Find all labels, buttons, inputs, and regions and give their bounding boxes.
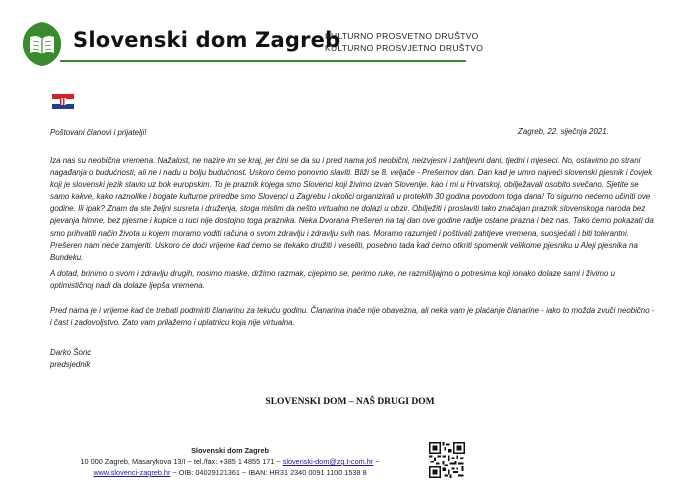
footer-website-link[interactable]: www.slovenci-zagreb.hr bbox=[93, 468, 171, 477]
logo-leaf-book-icon bbox=[20, 20, 64, 68]
croatian-flag-icon bbox=[52, 94, 74, 109]
org-subtitle bbox=[325, 30, 483, 54]
signature-block bbox=[50, 347, 91, 371]
footer-org-name: Slovenski dom Zagreb bbox=[191, 446, 269, 455]
footer-line-2 bbox=[40, 467, 420, 478]
footer bbox=[40, 445, 420, 478]
header-divider bbox=[60, 60, 466, 62]
qr-code-icon bbox=[429, 442, 465, 478]
motto: SLOVENSKI DOM – NAŠ DRUGI DOM bbox=[265, 397, 435, 407]
org-title: Slovenski dom Zagreb bbox=[73, 28, 341, 52]
footer-separator: ~ bbox=[373, 457, 380, 466]
signature-name: Darko Šonc bbox=[50, 348, 92, 357]
footer-address: 10 000 Zagreb, Masarykova 13/I ~ tel./fax: +385 1 4855 171 ~ bbox=[80, 457, 283, 466]
footer-line-1 bbox=[40, 456, 420, 467]
footer-email-link[interactable]: slovenski-dom@zg.t-com.hr bbox=[282, 457, 374, 466]
signature-title: predsjednik bbox=[50, 360, 91, 370]
letter-paragraph-3: Pred nama je i vrijeme kad će trebati podmiriti članarinu za tekuću godinu. Članarina inače nije obavezna, ali neka vam je plaćanje članarine - iako to možda zvuči neobično - i čast i zadovoljstvo. Zato vam prilažemo i uplatnicu koja nije virtualna. bbox=[50, 306, 655, 328]
org-subtitle-line1: KULTURNO PROSVETNO DRUŠTVO bbox=[325, 31, 479, 41]
org-subtitle-line2: KULTURNO PROSVJETNO DRUŠTVO bbox=[325, 43, 484, 53]
letter-paragraph-2: A dotad, brinimo o svom i zdravlju drugih, nosimo maske, držimo razmak, cijepimo se, perimo ruke, ne razmišljajmo o potresima koji ionako dolaze sami i živimo u optimističnoj nadi da dolaze ljepša vremena. bbox=[50, 269, 615, 291]
letter-greeting: Poštovani članovi i prijatelji! bbox=[50, 128, 147, 137]
footer-oib-iban: ~ OIB: 04029121361 ~ IBAN: HR31 2340 0091 1100 1538 8 bbox=[170, 468, 367, 477]
letter-date: Zagreb, 22. siječnja 2021. bbox=[518, 127, 609, 136]
letter-paragraph-1: Iza nas su neobična vremena. Nažalost, ne nazire im se kraj, jer čini se da su i pred nama još neobični, neizvjesni i zahtjevni dani, tjedni i mjeseci. No, ostavimo po strani nagađanja o budućnosti, ali ne i nadu u bolju budućnost. Uskoro ćemo ponovno slaviti. Bliži se 8. veljače - Prešernov dan. Dan kad je umro najveći slovenski pjesnik i čovjek koji je slovenski jezik stavio uz bok europskim. To je praznik kojega smo Slovenci koji živimo izvan Slovenije, kao i mi u Hrvatskoj, obilježavali osobito svečano. Sjetite se samo kakve, kako raznolike i bogate kulturne priredbe smo Slovenci u Zagrebu i okolici organizirali u proteklih 30 godina povodom toga dana! To sigurno nećemo učiniti ove godine. Ili ipak? Znam da ste željni susreta i druženja, stoga mislim da nešto virtualno ne dolazi u obzir. Obilježiti i proslaviti tako značajan praznik slovenskoga naroda bez pjevanja himne, bez pjesme i kupice u ruci nije dostojno toga praznika. Neka Dvorana Prešeren na taj dan ove godine radije ostane prazna i bez nas. Tako ćemo pokazati da smo prihvatili način života u kojem moramo voditi računa o svom zdravlju i zdravlju svih nas. Moramo razumjeti i poštivati zahtjeve vremena, suosjećati i biti tolerantni. Prešeren nam neće zamjeriti. Uskoro će doći vrijeme kad ćemo se itekako družiti i veseliti, posebno tada kad ćemo otkriti spomenik velikome pjesniku u Aleji pjesnika na Bundeku. bbox=[50, 156, 654, 262]
